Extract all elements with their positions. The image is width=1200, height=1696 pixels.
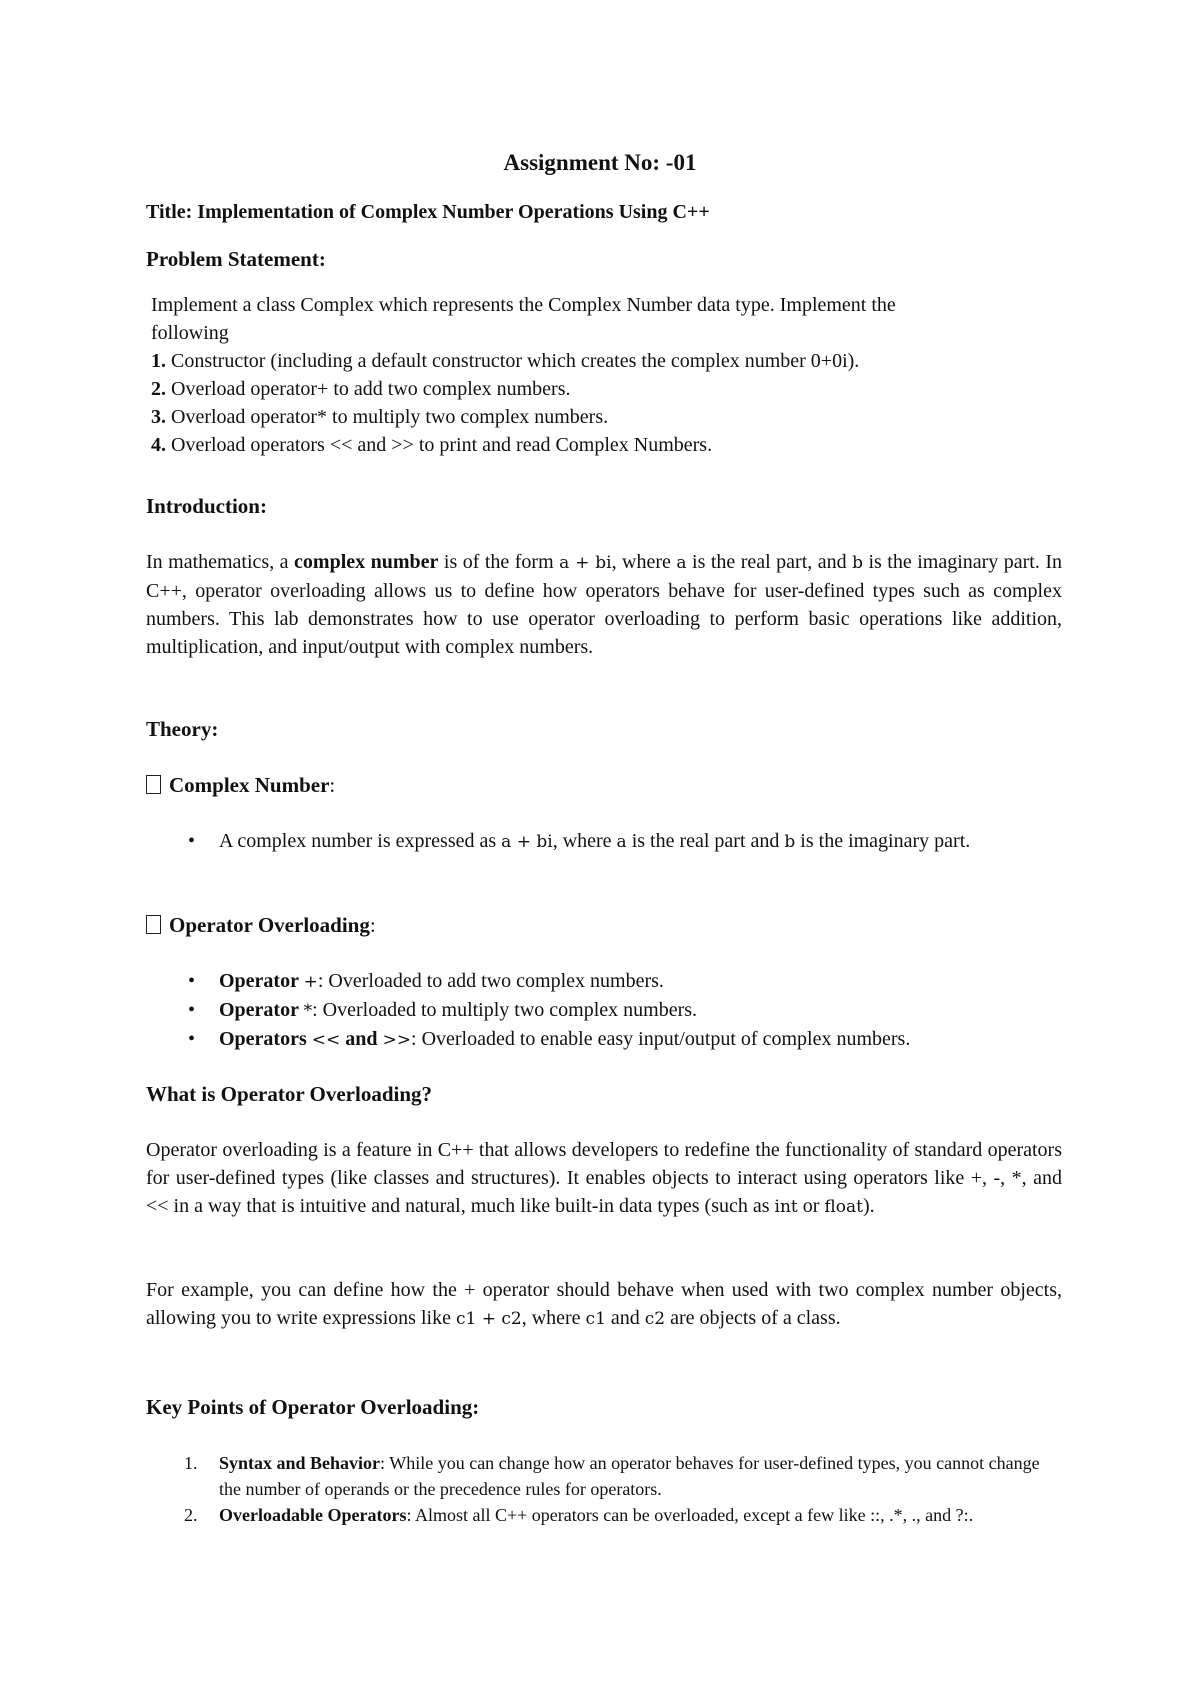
operator-overloading-heading: Operator Overloading: (146, 912, 376, 938)
problem-item: 3. Overload operator* to multiply two complex numbers. (151, 406, 609, 428)
complex-number-list (146, 827, 1066, 856)
introduction-paragraph: In mathematics, a complex number is of the form a + bi, where a is the real part, and b is the imaginary part. In C++, operator overloading allows us to define how operators behave for user-defined types such as complex numbers. This lab demonstrates how to use operator overloading to perform basic operations like addition, multiplication, and input/output with complex numbers. (146, 551, 1062, 658)
key-points-heading: Key Points of Operator Overloading: (146, 1395, 480, 1419)
problem-item: 1. Constructor (including a default constructor which creates the complex number 0+0i). (151, 350, 860, 372)
problem-item: 4. Overload operators << and >> to print and read Complex Numbers. (151, 434, 713, 456)
title-label: Title (146, 201, 186, 223)
checkbox-icon (146, 915, 161, 934)
what-is-heading: What is Operator Overloading? (146, 1082, 433, 1106)
bullet-icon: • (188, 1028, 196, 1050)
problem-heading: Problem Statement: (146, 247, 326, 271)
problem-line-1: Implement a class Complex which represents the Complex Number data type. Implement the (151, 294, 896, 316)
list-item: 2. Overloadable Operators: Almost all C++ operators can be overloaded, except a few like ::, .*, ., and ?:. (184, 1505, 974, 1525)
introduction-heading: Introduction: (146, 494, 267, 518)
problem-line-2: following (151, 322, 229, 344)
bullet-icon: • (188, 830, 196, 852)
what-is-paragraph: Operator overloading is a feature in C++ that allows developers to redefine the functionality of standard operators for user-defined types (like classes and structures). It enables objects to interact using operators like +, -, *, and << in a way that is intuitive and natural, much like built-in data types (such as int or float). (146, 1139, 1062, 1217)
operator-overloading-list (146, 967, 1066, 1054)
complex-number-heading: Complex Number: (146, 772, 335, 798)
list-item: • Operator *: Overloaded to multiply two complex numbers. (146, 996, 1066, 1025)
list-item: 1. Syntax and Behavior: While you can change how an operator behaves for user-defined types, you cannot change the number of operands or the precedence rules for operators. (184, 1453, 1040, 1499)
bullet-icon: • (188, 999, 196, 1021)
example-paragraph: For example, you can define how the + operator should behave when used with two complex number objects, allowing you to write expressions like c1 + c2, where c1 and c2 are objects of a class. (146, 1279, 1062, 1329)
list-item: • Operators << and >>: Overloaded to enable easy input/output of complex numbers. (146, 1025, 1066, 1054)
assignment-title: Assignment No: -01 (503, 150, 697, 175)
title-value: : Implementation of Complex Number Operations Using C++ (185, 201, 710, 223)
key-points-list (146, 1450, 1066, 1528)
problem-statement (151, 291, 1071, 459)
title-line (146, 198, 1066, 226)
list-item: • A complex number is expressed as a + bi, where a is the real part and b is the imaginary part. (146, 827, 1066, 856)
theory-heading: Theory: (146, 717, 219, 741)
bullet-icon: • (188, 970, 196, 992)
list-item: • Operator +: Overloaded to add two complex numbers. (146, 967, 1066, 996)
problem-item: 2. Overload operator+ to add two complex numbers. (151, 378, 571, 400)
checkbox-icon (146, 775, 161, 794)
